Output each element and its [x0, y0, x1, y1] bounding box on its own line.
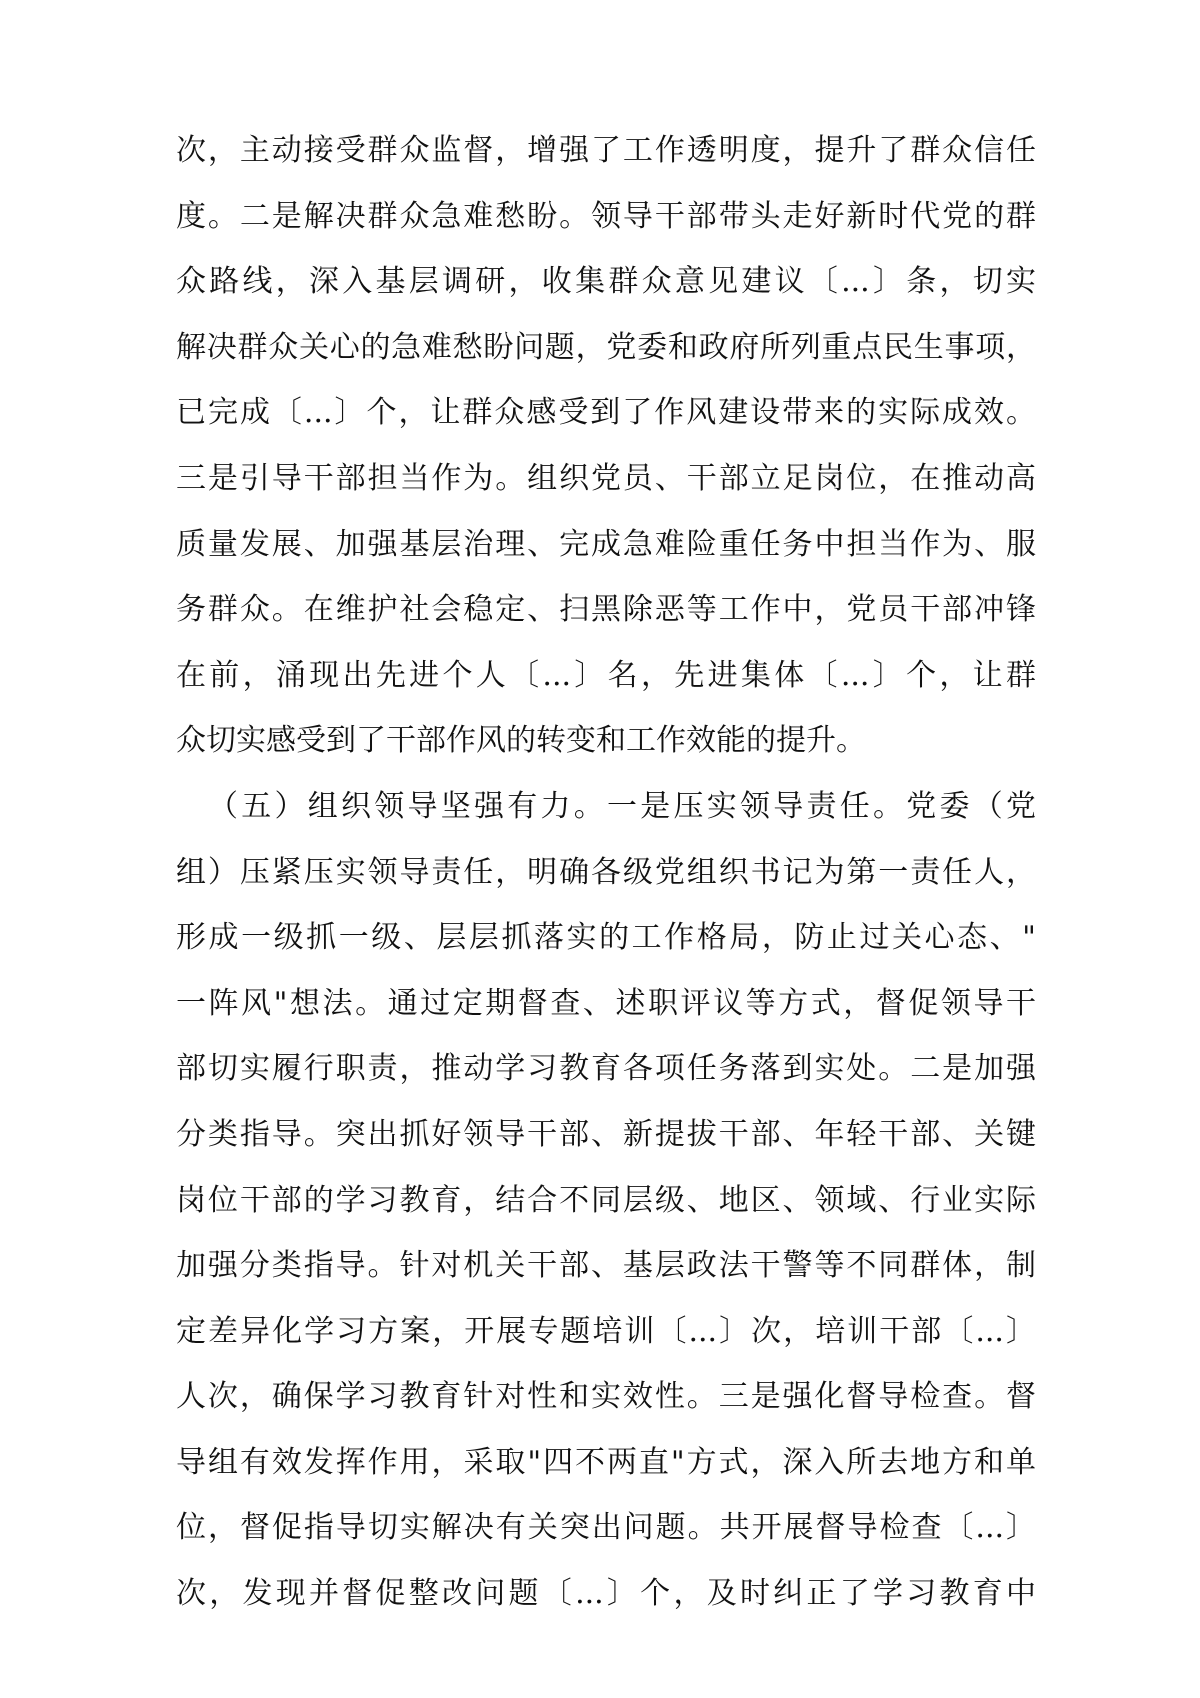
text-line: 众路线，深入基层调研，收集群众意见建议〔...〕条，切实: [176, 264, 1036, 300]
text-line: 众切实感受到了干部作风的转变和工作效能的提升。: [176, 723, 866, 759]
text-line: 岗位干部的学习教育，结合不同层级、地区、领域、行业实际: [176, 1182, 1036, 1218]
text-line: 次，主动接受群众监督，增强了工作透明度，提升了群众信任: [176, 133, 1036, 168]
text-line: 已完成〔...〕个，让群众感受到了作风建设带来的实际成效。: [176, 395, 1036, 431]
body-text: [176, 118, 1036, 1627]
text-line: 次，发现并督促整改问题〔...〕个，及时纠正了学习教育中: [176, 1576, 1036, 1612]
text-line: 务群众。在维护社会稳定、扫黑除恶等工作中，党员干部冲锋: [176, 592, 1036, 628]
text-line: 位，督促指导切实解决有关突出问题。共开展督导检查〔...〕: [176, 1510, 1036, 1546]
text-line: 一阵风"想法。通过定期督查、述职评议等方式，督促领导干: [176, 985, 1036, 1021]
text-line: 定差异化学习方案，开展专题培训〔...〕次，培训干部〔...〕: [176, 1313, 1036, 1349]
text-line: 加强分类指导。针对机关干部、基层政法干警等不同群体，制: [176, 1248, 1036, 1284]
text-line: 分类指导。突出抓好领导干部、新提拔干部、年轻干部、关键: [176, 1116, 1036, 1152]
text-line: 质量发展、加强基层治理、完成急难险重任务中担当作为、服: [176, 526, 1036, 562]
text-line: 人次，确保学习教育针对性和实效性。三是强化督导检查。督: [176, 1379, 1036, 1415]
text-line: 组）压紧压实领导责任，明确各级党组织书记为第一责任人，: [176, 854, 1036, 890]
text-line: 形成一级抓一级、层层抓落实的工作格局，防止过关心态、": [176, 920, 1036, 956]
section-heading-line: （五）组织领导坚强有力。一是压实领导责任。党委（党: [208, 788, 1036, 824]
text-line: 部切实履行职责，推动学习教育各项任务落到实处。二是加强: [176, 1051, 1036, 1087]
text-line: 三是引导干部担当作为。组织党员、干部立足岗位，在推动高: [176, 460, 1036, 496]
text-line: 解决群众关心的急难愁盼问题，党委和政府所列重点民生事项，: [176, 329, 1036, 365]
text-line: 在前，涌现出先进个人〔...〕名，先进集体〔...〕个，让群: [176, 657, 1036, 693]
text-line: 导组有效发挥作用，采取"四不两直"方式，深入所去地方和单: [176, 1444, 1036, 1480]
text-line: 度。二是解决群众急难愁盼。领导干部带头走好新时代党的群: [176, 198, 1036, 234]
